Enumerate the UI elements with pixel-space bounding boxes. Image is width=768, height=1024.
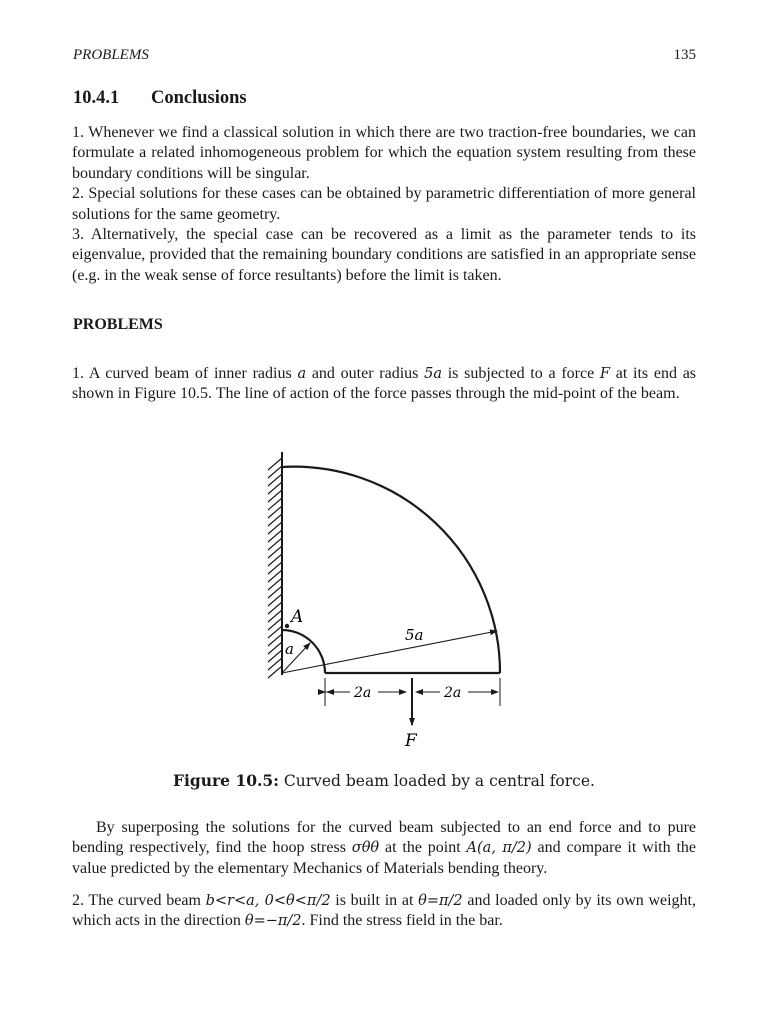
outer-radius-arrow — [282, 631, 497, 673]
point-a-label: A — [291, 607, 304, 627]
section-title: Conclusions — [151, 88, 247, 108]
problem-1-statement — [72, 364, 696, 405]
math-symbol: A(a, π/2) — [466, 840, 532, 857]
text-run: at the point — [379, 839, 467, 857]
math-symbol: σθθ — [351, 840, 380, 857]
text-run: and compare it with the value predicted by the elementary Mechanics of Materials bending theory. — [72, 839, 697, 877]
problem-2-paragraph — [72, 891, 696, 932]
running-head — [73, 47, 696, 64]
outer-radius-label: 5a — [405, 626, 424, 644]
text-run: and loaded only by its own weight, which acts in the direction — [72, 892, 696, 930]
problem-1-task-paragraph — [72, 818, 696, 879]
math-symbol: a — [297, 366, 307, 382]
curved-beam-figure — [250, 440, 530, 760]
page-number: 135 — [673, 47, 696, 63]
dimension-left-label: 2a — [354, 685, 372, 701]
problem-2-statement — [72, 891, 696, 932]
running-title: PROBLEMS — [73, 47, 149, 63]
figure-label: Figure 10.5: — [173, 771, 279, 790]
conclusions-list — [72, 123, 696, 286]
wall-hatching — [268, 452, 282, 678]
text-run: is built in at — [330, 892, 419, 909]
math-symbol: F — [599, 366, 610, 382]
problem-1-continuation — [72, 818, 696, 879]
math-symbol: θ=−π/2 — [244, 913, 302, 930]
conclusion-item: 1. Whenever we find a classical solution in which there are two traction-free boundaries, we can formulate a related inhomogeneous problem for which the equation system resulting from these boundary conditions will be singular. — [72, 124, 696, 182]
math-symbol: b<r<a, 0<θ<π/2 — [205, 893, 331, 909]
dimension-right-label: 2a — [444, 685, 462, 701]
point-a-dot — [285, 624, 289, 628]
text-run: 2. The curved beam — [72, 892, 206, 909]
text-run: By superposing the solutions for the curved beam subjected to an end force and to pure bending respectively, find the hoop stress — [72, 819, 696, 857]
math-symbol: θ=π/2 — [418, 893, 463, 909]
section-number: 10.4.1 — [73, 88, 120, 108]
text-run: and outer radius — [306, 365, 425, 382]
text-run: at its end as shown in Figure 10.5. The line of action of the force passes through the mid-point of the beam. — [72, 365, 697, 403]
section-heading — [73, 88, 247, 109]
figure-caption-text: Curved beam loaded by a central force. — [283, 772, 595, 790]
problem-1-paragraph — [72, 364, 696, 405]
text-run: is subjected to a force — [442, 365, 600, 382]
math-symbol: 5a — [424, 366, 442, 382]
inner-radius-label: a — [285, 640, 294, 658]
conclusion-item: 3. Alternatively, the special case can be recovered as a limit as the parameter tends to its eigenvalue, provided that the remaining boundary conditions are satisfied in an appropriate sense (e.g. in the weak sense of force resultants) before the limit is taken. — [72, 226, 696, 284]
text-run: . Find the stress field in the bar. — [301, 912, 503, 930]
text-run: 1. A curved beam of inner radius — [72, 365, 298, 382]
figure-caption — [0, 771, 768, 790]
conclusion-item: 2. Special solutions for these cases can be obtained by parametric differentiation of more general solutions for the same geometry. — [72, 185, 696, 223]
force-label: F — [405, 731, 417, 751]
problems-heading: PROBLEMS — [73, 316, 163, 333]
outer-arc — [282, 467, 500, 673]
